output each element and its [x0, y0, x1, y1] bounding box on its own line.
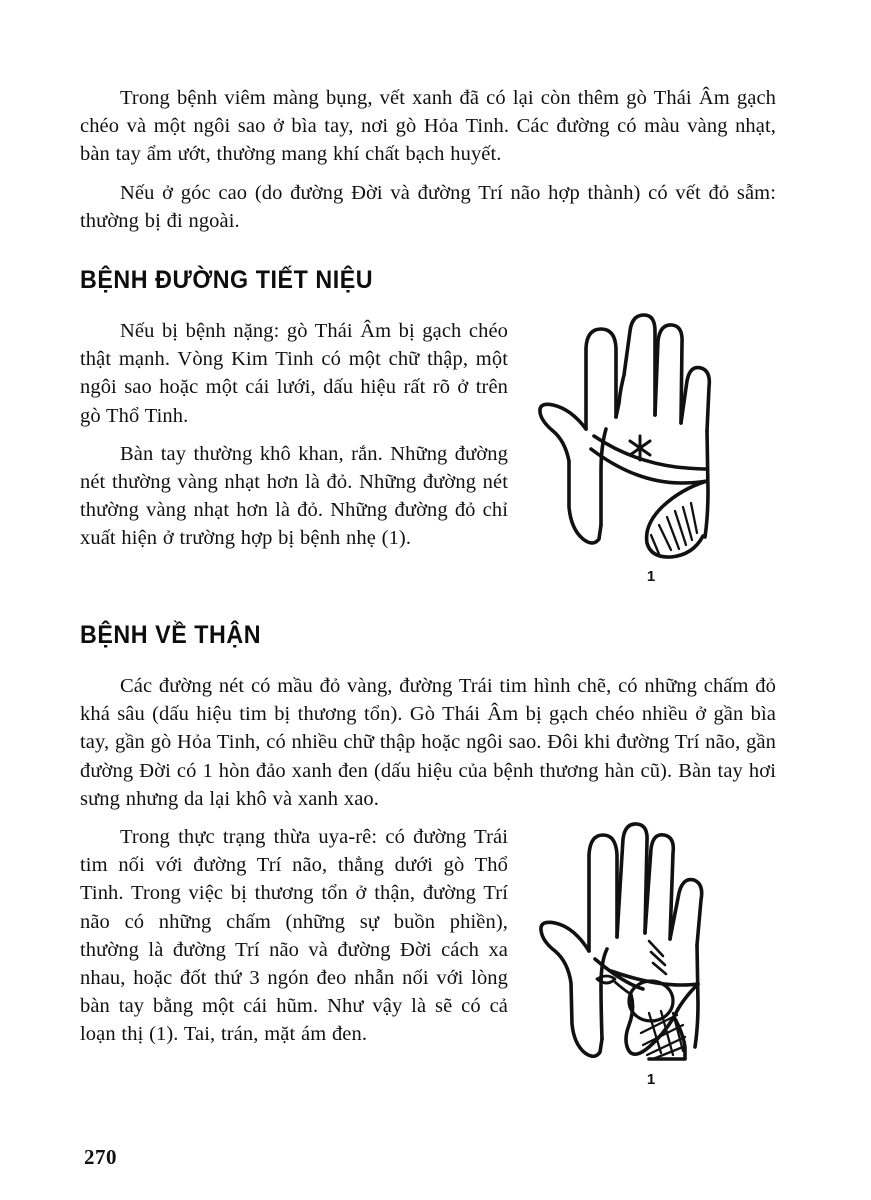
palm-diagram-urinary-illustration	[531, 311, 771, 566]
ring-finger-hatch-marks	[649, 941, 666, 974]
ring-finger-outline	[655, 325, 682, 423]
heading-spacer	[80, 650, 776, 672]
little-finger-outline	[670, 880, 702, 945]
section-spacer	[80, 236, 776, 266]
index-finger-outline	[586, 329, 616, 429]
section-heading-kidney: BỆNH VỀ THẬN	[80, 621, 262, 650]
section-kidney-block	[80, 823, 776, 1094]
section-spacer	[80, 591, 776, 621]
island-oval-mark	[629, 981, 673, 1021]
thumb-outline	[540, 404, 601, 543]
small-island-mark	[597, 976, 615, 983]
palm-diagram-kidney-illustration	[531, 819, 771, 1069]
paragraph-spacer	[80, 170, 776, 179]
section-heading-urinary: BỆNH ĐƯỜNG TIẾT NIỆU	[80, 266, 374, 295]
ring-finger-outline	[645, 835, 673, 939]
urinary-paragraph-2: Bàn tay thường khô khan, rắn. Những đường nét thường vàng nhạt hơn là đỏ. Những đường nét thường vàng nhạt hơn là đỏ. Những đường đỏ chỉ xuất hiện ở trường hợp bị bệnh nhẹ (1).	[80, 442, 508, 550]
intro-paragraph-1: Trong bệnh viêm màng bụng, vết xanh đã có lại còn thêm gò Thái Âm gạch chéo và một ngôi sao ở bìa tay, nơi gò Hỏa Tinh. Các đường có màu vàng nhạt, bàn tay ẩm ướt, thường mang khí chất bạch huyết.	[80, 87, 776, 166]
figure-palm-kidney	[526, 819, 776, 1088]
page-content	[80, 84, 776, 1094]
little-finger-outline	[681, 368, 709, 431]
index-finger-outline	[589, 835, 617, 951]
thumb-outline	[541, 922, 602, 1056]
section-urinary-block	[80, 317, 776, 591]
middle-finger-outline	[616, 315, 655, 417]
mount-cross-hatching	[641, 1011, 685, 1059]
palm-right-edge	[695, 945, 698, 1047]
figure-caption-2: 1	[646, 1071, 656, 1089]
middle-finger-outline	[617, 824, 647, 937]
intro-paragraph-2: Nếu ở góc cao (do đường Đời và đường Trí não hợp thành) có vết đỏ sẫm: thường bị đi ngoài.	[80, 181, 776, 232]
palm-right-edge	[705, 431, 708, 537]
heart-line	[611, 971, 698, 985]
kidney-paragraph-2: Trong thực trạng thừa uya-rê: có đường Trái tim nối với đường Trí não, thẳng dưới gò Thổ Tinh. Trong việc bị thương tổn ở thận, đường Trí não có những chấm (những sự buồn phiền), thường là đường Trí não và đường Đời cách xa nhau, hoặc đốt thứ 3 ngón đeo nhẫn nối với lòng bàn tay bằng một cái hũm. Như vậy là sẽ có cả loạn thị (1). Tai, trán, mặt ám đen.	[80, 826, 508, 1046]
urinary-paragraph-1: Nếu bị bệnh nặng: gò Thái Âm bị gạch chéo thật mạnh. Vòng Kim Tinh có một chữ thập, một ngôi sao hoặc một cái lưới, dấu hiệu rất rõ ở trên gò Thổ Tinh.	[80, 320, 508, 427]
page-number: 270	[84, 1145, 117, 1169]
figure-palm-urinary	[526, 311, 776, 585]
kidney-paragraph-1: Các đường nét có mầu đỏ vàng, đường Trái tim hình chẽ, có những chấm đỏ khá sâu (dấu hiệu tim bị thương tổn). Gò Thái Âm bị gạch chéo nhiều ở gần bìa tay, gần gò Hỏa Tinh, có nhiều chữ thập hoặc ngôi sao. Đôi khi đường Trí não, gần đường Đời có 1 hòn đảo xanh đen (dấu hiệu của bệnh thương hàn cũ). Bàn tay hơi sưng nhưng da lại khô và xanh xao.	[80, 675, 776, 810]
figure-caption-1: 1	[646, 568, 656, 586]
